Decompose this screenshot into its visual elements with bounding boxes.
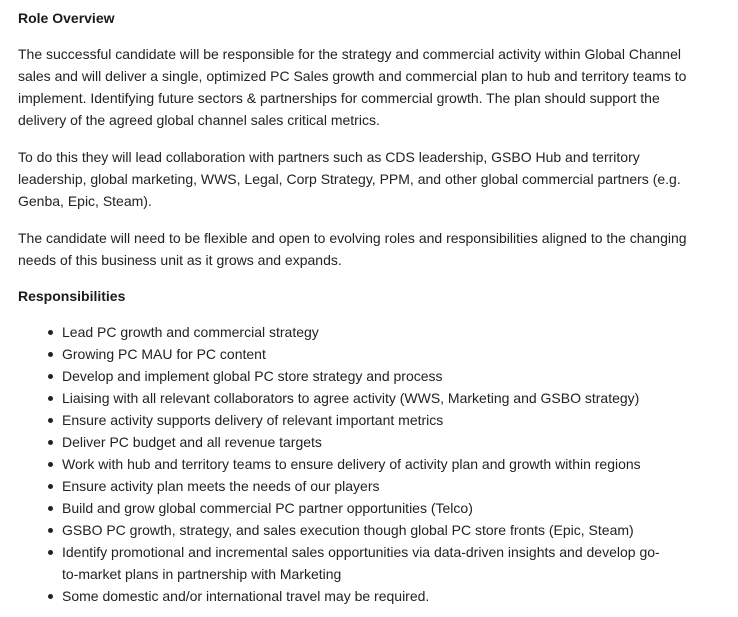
list-item: Growing PC MAU for PC content (62, 343, 700, 365)
list-item: Ensure activity supports delivery of relevant important metrics (62, 409, 700, 431)
list-item: Liaising with all relevant collaborators to agree activity (WWS, Marketing and GSBO strategy) (62, 387, 700, 409)
role-overview-heading: Role Overview (18, 10, 115, 26)
list-item: Identify promotional and incremental sales opportunities via data-driven insights and develop go-to-market plans in partnership with Marketing (62, 541, 700, 585)
list-item: Some domestic and/or international travel may be required. (62, 585, 700, 607)
list-item: Lead PC growth and commercial strategy (62, 321, 700, 343)
role-overview-paragraph-1: The successful candidate will be responsible for the strategy and commercial activity within Global Channel sales and will deliver a single, optimized PC Sales growth and commercial plan to hub and territory teams to implement. Identifying future sectors & partnerships for commercial growth. The plan should support the delivery of the agreed global channel sales critical metrics. (18, 46, 687, 128)
list-item: Work with hub and territory teams to ensure delivery of activity plan and growth within regions (62, 453, 700, 475)
role-overview-paragraph-2: To do this they will lead collaboration with partners such as CDS leadership, GSBO Hub and territory leadership, global marketing, WWS, Legal, Corp Strategy, PPM, and other global commercial partners (e.g. Genba, Epic, Steam). (18, 149, 681, 209)
list-item: Build and grow global commercial PC partner opportunities (Telco) (62, 497, 700, 519)
responsibilities-heading: Responsibilities (18, 288, 126, 304)
list-item: Develop and implement global PC store strategy and process (62, 365, 700, 387)
role-overview-paragraph-3: The candidate will need to be flexible and open to evolving roles and responsibilities aligned to the changing needs of this business unit as it grows and expands. (18, 230, 687, 268)
list-item: GSBO PC growth, strategy, and sales execution though global PC store fronts (Epic, Steam) (62, 519, 700, 541)
list-item: Ensure activity plan meets the needs of our players (62, 475, 700, 497)
list-item: Deliver PC budget and all revenue targets (62, 431, 700, 453)
responsibilities-list (18, 321, 700, 607)
